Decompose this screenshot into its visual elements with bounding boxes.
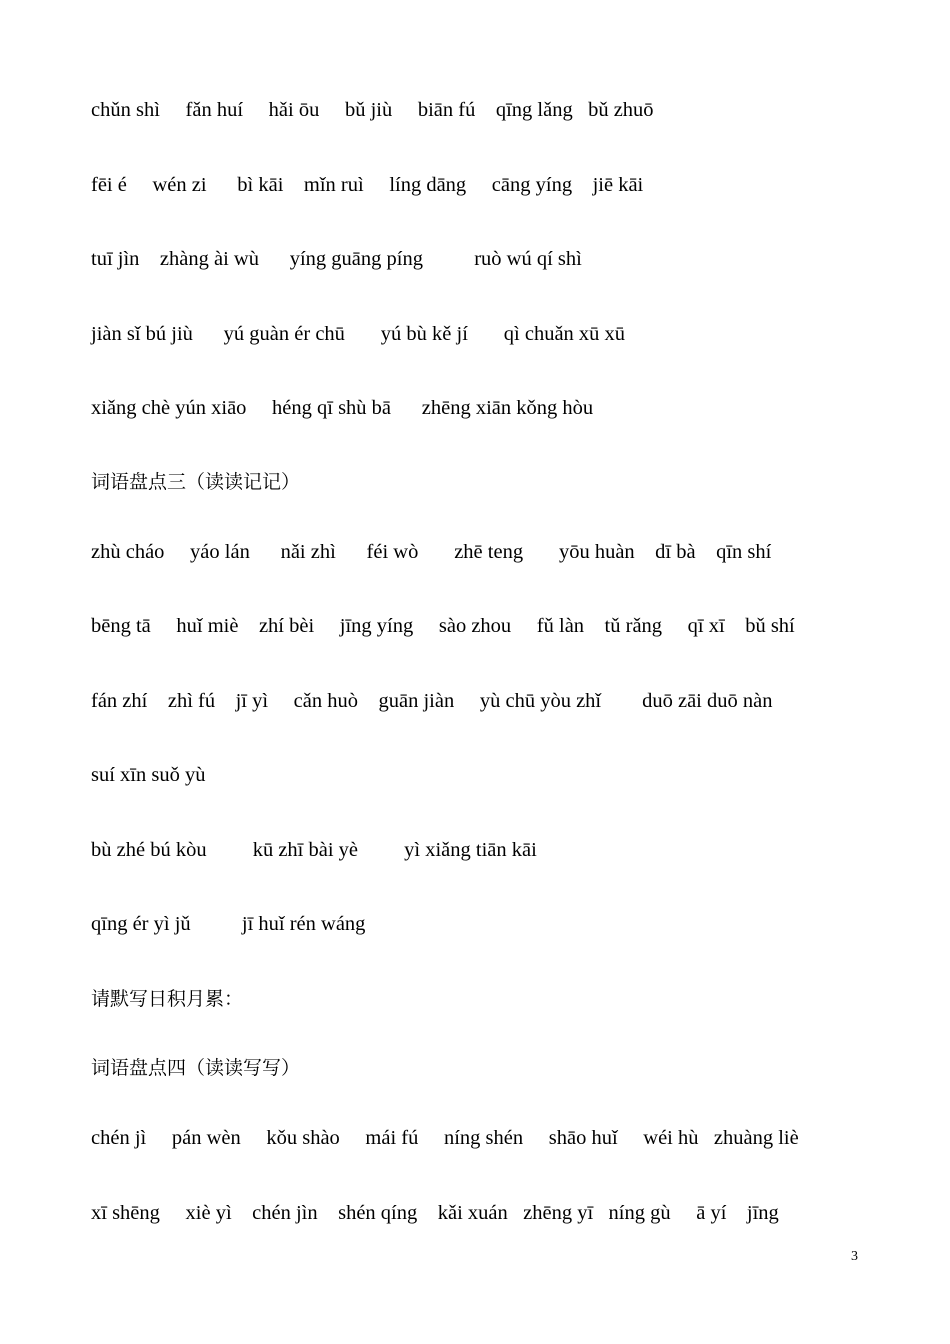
pinyin-line: xiǎng chè yún xiāo héng qī shù bā zhēng xiān kǒng hòu — [91, 397, 594, 419]
instruction-heading: 请默写日积月累： — [91, 988, 244, 1010]
pinyin-line: fēi é wén zi bì kāi mǐn ruì líng dāng cāng yíng jiē kāi — [91, 174, 644, 196]
pinyin-line: qīng ér yì jǔ jī huǐ rén wáng — [91, 913, 366, 935]
section-heading: 词语盘点三（读读记记） — [91, 471, 301, 493]
pinyin-line: tuī jìn zhàng ài wù yíng guāng píng ruò wú qí shì — [91, 248, 582, 270]
section-heading: 词语盘点四（读读写写） — [91, 1057, 301, 1079]
pinyin-line: chén jì pán wèn kǒu shào mái fú níng shén shāo huǐ wéi hù zhuàng liè — [91, 1127, 799, 1149]
pinyin-line: chǔn shì fǎn huí hǎi ōu bǔ jiù biān fú qīng lǎng bǔ zhuō — [91, 99, 654, 121]
pinyin-line: fán zhí zhì fú jī yì cǎn huò guān jiàn yù chū yòu zhǐ duō zāi duō nàn — [91, 690, 773, 712]
pinyin-line: bēng tā huǐ miè zhí bèi jīng yíng sào zhou fǔ làn tǔ rǎng qī xī bǔ shí — [91, 615, 795, 637]
pinyin-line: zhù cháo yáo lán nǎi zhì féi wò zhē teng yōu huàn dī bà qīn shí — [91, 541, 772, 563]
pinyin-line: xī shēng xiè yì chén jìn shén qíng kǎi xuán zhēng yī níng gù ā yí jīng — [91, 1202, 779, 1224]
pinyin-line: bù zhé bú kòu kū zhī bài yè yì xiǎng tiān kāi — [91, 839, 537, 861]
page-number: 3 — [851, 1249, 858, 1264]
pinyin-line: suí xīn suǒ yù — [91, 764, 206, 786]
pinyin-line: jiàn sǐ bú jiù yú guàn ér chū yú bù kě jí qì chuǎn xū xū — [91, 323, 626, 345]
